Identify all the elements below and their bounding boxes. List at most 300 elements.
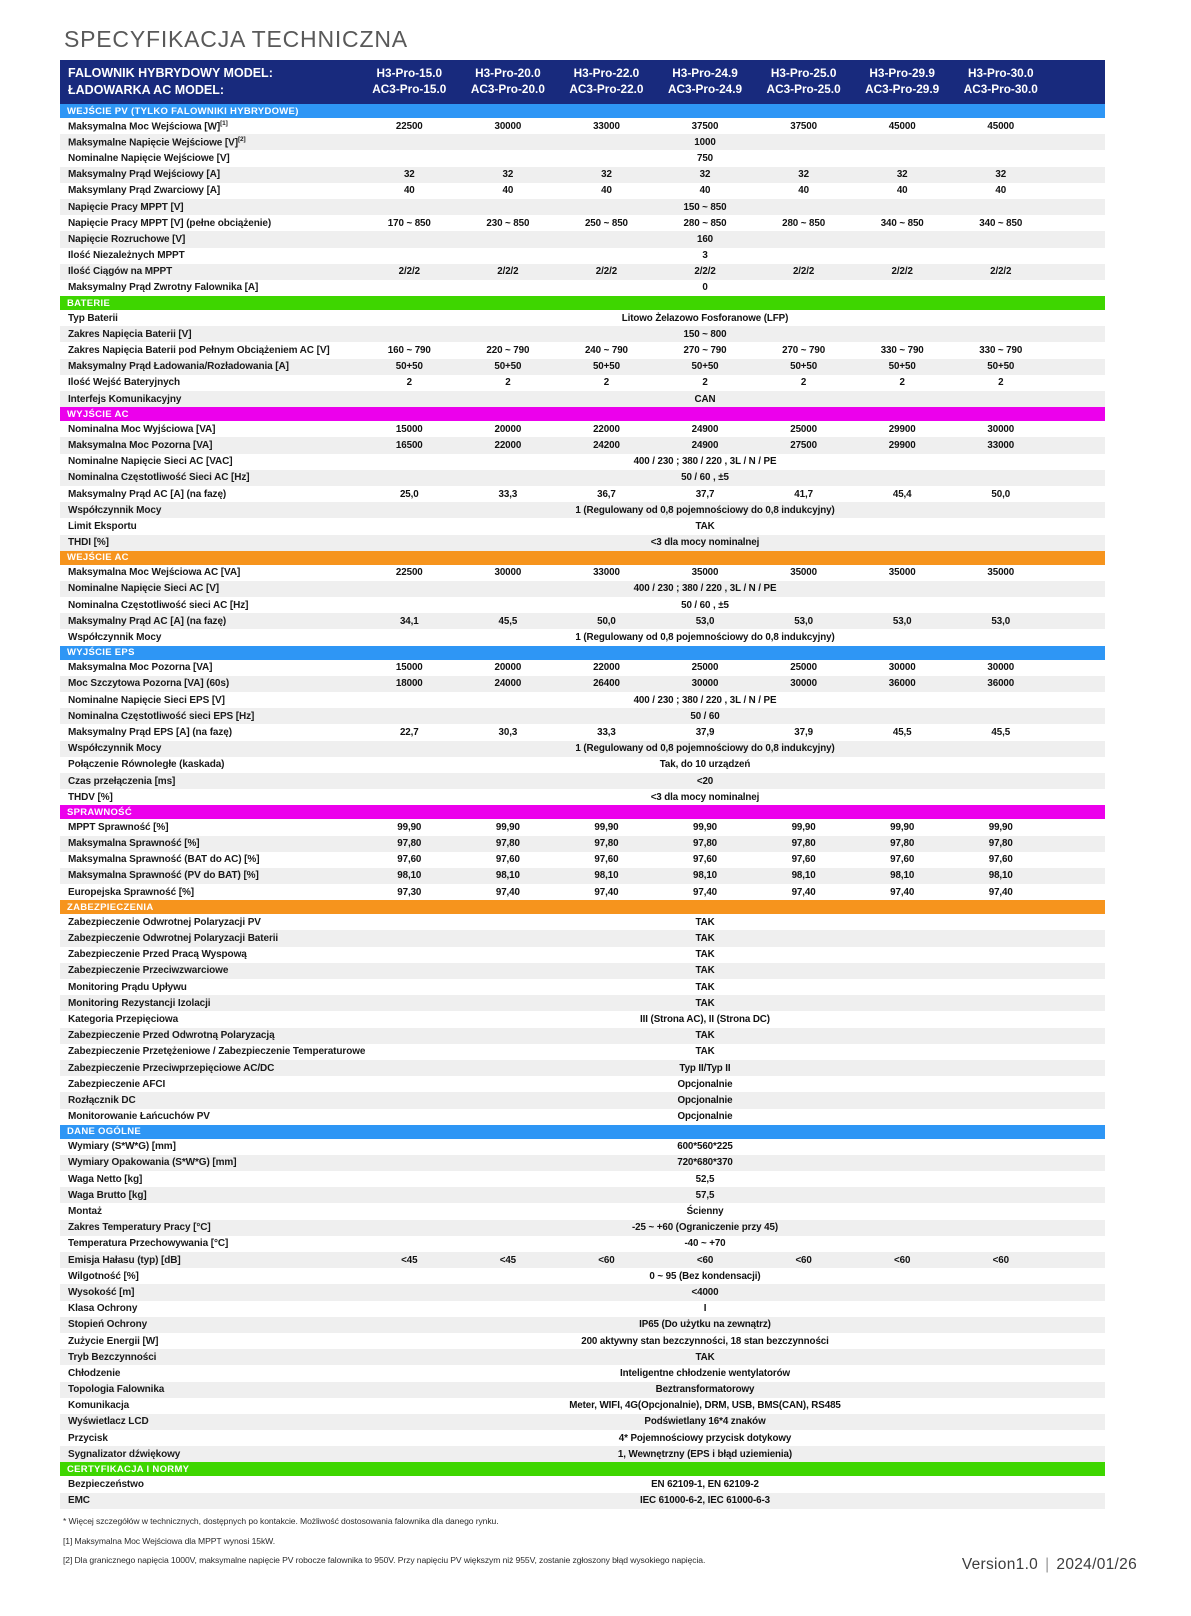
table-row bbox=[60, 1446, 1105, 1462]
row-label: Nominalne Napięcie Sieci AC [VAC] bbox=[68, 456, 233, 468]
model-column bbox=[459, 66, 558, 97]
row-label: Kategoria Przepięciowa bbox=[68, 1013, 179, 1025]
cell-value: 99,90 bbox=[791, 821, 816, 833]
section-rows bbox=[60, 565, 1105, 646]
row-label: Napięcie Rozruchowe [V] bbox=[68, 233, 186, 245]
ac-charger-model-label: ŁADOWARKA AC MODEL: bbox=[68, 82, 224, 97]
row-cells bbox=[360, 1449, 1105, 1460]
model-h3: H3-Pro-30.0 bbox=[967, 65, 1034, 80]
row-label: Europejska Sprawność [%] bbox=[68, 886, 194, 898]
row-label: Zabezpieczenie Przetężeniowe / Zabezpieczenie Temperaturowe bbox=[68, 1046, 366, 1058]
row-cells bbox=[360, 394, 1105, 405]
table-row bbox=[60, 868, 1105, 884]
row-label: Emisja Hałasu (typ) [dB] bbox=[68, 1254, 181, 1266]
cell-value: 99,90 bbox=[988, 821, 1013, 833]
section-header: ZABEZPIECZENIA bbox=[60, 900, 1105, 914]
cell-value-merged: IP65 (Do użytku na zewnątrz) bbox=[639, 1319, 771, 1331]
cell-value-merged: 3 bbox=[702, 250, 708, 262]
row-label: Monitoring Rezystancji Izolacji bbox=[68, 997, 211, 1009]
cell-value-merged: Typ II/Typ II bbox=[679, 1062, 731, 1074]
row-cells bbox=[360, 1222, 1105, 1233]
cell-value-merged: 1 (Regulowany od 0,8 pojemnościowy do 0,8 indukcyjny) bbox=[575, 743, 835, 755]
cell-value-merged: 600*560*225 bbox=[677, 1141, 733, 1153]
cell-value: 45,5 bbox=[498, 615, 518, 627]
cell-value-merged: Litowo Żelazowo Fosforanowe (LFP) bbox=[621, 312, 789, 324]
cell-value: 24000 bbox=[494, 678, 522, 690]
cell-value: 25000 bbox=[790, 423, 817, 435]
section-rows bbox=[60, 660, 1105, 806]
table-row bbox=[60, 741, 1105, 757]
row-cells bbox=[360, 521, 1105, 532]
cell-value: 50+50 bbox=[888, 361, 916, 373]
row-cells bbox=[360, 1271, 1105, 1282]
model-ac3: AC3-Pro-25.0 bbox=[766, 81, 841, 96]
row-label: Wysokość [m] bbox=[68, 1286, 135, 1298]
cell-value: 30000 bbox=[888, 662, 916, 674]
cell-value: 37500 bbox=[790, 120, 817, 132]
cell-value: 36,7 bbox=[597, 488, 616, 500]
row-label: Nominalna Częstotliwość sieci AC [Hz] bbox=[68, 599, 249, 611]
model-ac3: AC3-Pro-29.9 bbox=[865, 81, 940, 96]
row-cells bbox=[360, 1095, 1105, 1106]
cell-value-merged: 0 bbox=[702, 282, 708, 294]
row-cells bbox=[360, 854, 1105, 865]
table-row bbox=[60, 1493, 1105, 1509]
cell-value-merged: 1 (Regulowany od 0,8 pojemnościowy do 0,8 indukcyjny) bbox=[575, 632, 835, 644]
row-cells bbox=[360, 1479, 1105, 1490]
row-cells bbox=[360, 1079, 1105, 1090]
cell-value: 33000 bbox=[593, 120, 620, 132]
row-label: Współczynnik Mocy bbox=[68, 743, 162, 755]
table-row bbox=[60, 836, 1105, 852]
cell-value: 40 bbox=[798, 185, 809, 197]
cell-value: 98,10 bbox=[791, 870, 816, 882]
row-label: Czas przełączenia [ms] bbox=[68, 775, 176, 787]
cell-value: 2 bbox=[800, 377, 807, 389]
table-row bbox=[60, 1268, 1105, 1284]
cell-value: 37,9 bbox=[695, 726, 715, 738]
table-row bbox=[60, 342, 1105, 358]
row-cells bbox=[360, 345, 1105, 356]
cell-value: 45000 bbox=[987, 120, 1015, 132]
cell-value: 2 bbox=[899, 377, 905, 389]
row-label: Maksymalna Moc Wejściowa AC [VA] bbox=[68, 567, 241, 579]
table-row bbox=[60, 1301, 1105, 1317]
cell-value: 40 bbox=[995, 185, 1007, 197]
cell-value: 50+50 bbox=[790, 361, 818, 373]
model-header-label bbox=[60, 65, 360, 98]
row-label: Współczynnik Mocy bbox=[68, 504, 162, 516]
cell-value: 98,10 bbox=[890, 870, 915, 882]
table-row bbox=[60, 248, 1105, 264]
row-cells bbox=[360, 505, 1105, 516]
cell-value: 97,40 bbox=[594, 886, 619, 898]
cell-value: 15000 bbox=[395, 662, 423, 674]
cell-value: 30000 bbox=[494, 120, 522, 132]
cell-value: 36000 bbox=[987, 678, 1015, 690]
cell-value-merged: I bbox=[703, 1303, 707, 1315]
row-cells bbox=[360, 933, 1105, 944]
row-label: Maksymalny Prąd Wejściowy [A] bbox=[68, 169, 220, 181]
cell-value: 45000 bbox=[888, 120, 916, 132]
row-cells bbox=[360, 1255, 1105, 1266]
cell-value: 2/2/2 bbox=[595, 266, 618, 278]
cell-value: 97,80 bbox=[693, 838, 718, 850]
row-cells bbox=[360, 361, 1105, 372]
footnote-line: * Więcej szczegółów w technicznych, dostępnych po kontakcie. Możliwość dostosowania falownika dla danego rynku. bbox=[63, 1516, 499, 1526]
cell-value-merged: 400 / 230 ; 380 / 220 , 3L / N / PE bbox=[633, 456, 777, 468]
cell-value: 24200 bbox=[593, 439, 620, 451]
cell-value: 22000 bbox=[593, 423, 620, 435]
model-column bbox=[360, 66, 459, 97]
row-label: Maksymlany Prąd Zwarciowy [A] bbox=[68, 185, 221, 197]
cell-value: 50,0 bbox=[991, 488, 1011, 500]
table-row bbox=[60, 757, 1105, 773]
row-label: Monitoring Prądu Upływu bbox=[68, 981, 187, 993]
table-row bbox=[60, 454, 1105, 470]
cell-value: 36000 bbox=[888, 678, 916, 690]
row-cells bbox=[360, 185, 1105, 196]
spec-table bbox=[60, 60, 1105, 1509]
section-rows bbox=[60, 914, 1105, 1124]
cell-value-merged: 750 bbox=[696, 152, 714, 164]
row-cells bbox=[360, 329, 1105, 340]
model-column bbox=[853, 66, 952, 97]
row-cells bbox=[360, 998, 1105, 1009]
cell-value-merged: TAK bbox=[695, 965, 715, 977]
cell-value-merged: Opcjonalnie bbox=[677, 1078, 733, 1090]
row-label: Montaż bbox=[68, 1206, 102, 1218]
row-label: Moc Szczytowa Pozorna [VA] (60s) bbox=[68, 678, 230, 690]
cell-value: 97,40 bbox=[890, 886, 915, 898]
row-cells bbox=[360, 489, 1105, 500]
cell-value: 98,10 bbox=[397, 870, 422, 882]
row-cells bbox=[360, 1174, 1105, 1185]
cell-value: 97,40 bbox=[495, 886, 520, 898]
cell-value-merged: 0 ~ 95 (Bez kondensacji) bbox=[649, 1270, 761, 1282]
cell-value: 2 bbox=[998, 377, 1004, 389]
row-cells bbox=[360, 456, 1105, 467]
row-cells bbox=[360, 1157, 1105, 1168]
cell-value-merged: <20 bbox=[696, 775, 714, 787]
table-row bbox=[60, 535, 1105, 551]
table-row bbox=[60, 963, 1105, 979]
table-row bbox=[60, 518, 1105, 534]
model-h3: H3-Pro-25.0 bbox=[770, 65, 837, 80]
row-cells bbox=[360, 1352, 1105, 1363]
row-label: Typ Baterii bbox=[68, 312, 118, 324]
table-row bbox=[60, 199, 1105, 215]
cell-value: 330 ~ 790 bbox=[979, 345, 1023, 357]
table-row bbox=[60, 1092, 1105, 1108]
row-label: Nominalna Moc Wyjściowa [VA] bbox=[68, 423, 216, 435]
cell-value: 33000 bbox=[987, 439, 1015, 451]
cell-value: 29900 bbox=[888, 423, 916, 435]
row-cells bbox=[360, 567, 1105, 578]
cell-value: <45 bbox=[401, 1254, 418, 1266]
cell-value: 20000 bbox=[494, 662, 522, 674]
table-row bbox=[60, 613, 1105, 629]
cell-value-merged: 720*680*370 bbox=[677, 1157, 733, 1169]
cell-value: 32 bbox=[896, 169, 908, 181]
cell-value: 32 bbox=[995, 169, 1007, 181]
row-cells bbox=[360, 917, 1105, 928]
cell-value: 25000 bbox=[691, 662, 719, 674]
row-cells bbox=[360, 965, 1105, 976]
cell-value-merged: -40 ~ +70 bbox=[684, 1238, 726, 1250]
section-rows bbox=[60, 118, 1105, 296]
row-label: Maksymalny Prąd AC [A] (na fazę) bbox=[68, 615, 227, 627]
row-label: Maksymalna Moc Pozorna [VA] bbox=[68, 662, 213, 674]
cell-value: 280 ~ 850 bbox=[683, 217, 727, 229]
row-label: Monitorowanie Łańcuchów PV bbox=[68, 1111, 210, 1123]
row-label: Komunikacja bbox=[68, 1400, 130, 1412]
cell-value: 50,0 bbox=[597, 615, 616, 627]
cell-value-merged: 50 / 60 bbox=[690, 710, 720, 722]
table-row bbox=[60, 421, 1105, 437]
row-cells bbox=[360, 282, 1105, 293]
row-label: Limit Eksportu bbox=[68, 520, 137, 532]
cell-value-merged: Beztransformatorowy bbox=[655, 1384, 755, 1396]
cell-value-merged: TAK bbox=[695, 933, 715, 945]
table-row bbox=[60, 884, 1105, 900]
cell-value: 30,3 bbox=[498, 726, 518, 738]
row-label: THDI [%] bbox=[68, 537, 109, 549]
row-cells bbox=[360, 1495, 1105, 1506]
row-label: Nominalna Częstotliwość sieci EPS [Hz] bbox=[68, 710, 255, 722]
table-row bbox=[60, 947, 1105, 963]
row-label: Zakres Napięcia Baterii [V] bbox=[68, 328, 192, 340]
cell-value: 98,10 bbox=[693, 870, 718, 882]
cell-value: 37,7 bbox=[695, 488, 715, 500]
row-cells bbox=[360, 759, 1105, 770]
cell-value-merged: 50 / 60 , ±5 bbox=[681, 599, 729, 611]
cell-value: 97,60 bbox=[594, 854, 619, 866]
cell-value-merged: TAK bbox=[695, 916, 715, 928]
table-row bbox=[60, 1187, 1105, 1203]
cell-value-merged: Podświetlany 16*4 znaków bbox=[644, 1416, 766, 1428]
row-label: Napięcie Pracy MPPT [V] bbox=[68, 201, 184, 213]
cell-value: 170 ~ 850 bbox=[387, 217, 431, 229]
section-header: WEJŚCIE AC bbox=[60, 551, 1105, 565]
row-cells bbox=[360, 169, 1105, 180]
cell-value-merged: TAK bbox=[695, 1351, 715, 1363]
row-cells bbox=[360, 424, 1105, 435]
footnote-line: [2] Dla granicznego napięcia 1000V, maksymalne napięcie PV robocze falownika to 950V. Przy napięciu PV większym niż 955V, zostanie zgłoszony błąd wysokiego napięcia. bbox=[63, 1555, 706, 1565]
cell-value: 99,90 bbox=[397, 821, 422, 833]
section-header: DANE OGÓLNE bbox=[60, 1125, 1105, 1139]
row-label: Nominalna Częstotliwość Sieci AC [Hz] bbox=[68, 472, 250, 484]
cell-value-merged: CAN bbox=[694, 393, 716, 405]
model-ac3: AC3-Pro-20.0 bbox=[470, 81, 545, 96]
cell-value: 97,30 bbox=[397, 886, 422, 898]
row-cells bbox=[360, 153, 1105, 164]
table-row bbox=[60, 995, 1105, 1011]
row-label: Maksymalna Sprawność (PV do BAT) [%] bbox=[68, 870, 259, 882]
row-cells bbox=[360, 1336, 1105, 1347]
cell-value-merged: <3 dla mocy nominalnej bbox=[650, 791, 760, 803]
cell-value-merged: 1000 bbox=[694, 136, 716, 148]
cell-value: 35000 bbox=[987, 567, 1015, 579]
table-row bbox=[60, 1220, 1105, 1236]
row-cells bbox=[360, 711, 1105, 722]
model-column bbox=[656, 66, 755, 97]
row-label: Nominalne Napięcie Wejściowe [V] bbox=[68, 152, 230, 164]
row-label: Zabezpieczenie Przeciwzwarciowe bbox=[68, 965, 229, 977]
footnote-marker: [2] bbox=[237, 136, 246, 144]
row-cells bbox=[360, 1319, 1105, 1330]
cell-value: 50+50 bbox=[395, 361, 423, 373]
cell-value: 32 bbox=[403, 169, 415, 181]
row-cells bbox=[360, 377, 1105, 388]
table-row bbox=[60, 167, 1105, 183]
cell-value: 2/2/2 bbox=[792, 266, 815, 278]
model-column bbox=[951, 66, 1050, 97]
cell-value: 2 bbox=[603, 377, 610, 389]
table-row bbox=[60, 1011, 1105, 1027]
row-label: Maksymalna Moc Wejściowa [W][1] bbox=[68, 119, 228, 133]
section-header: WEJŚCIE PV (TYLKO FALOWNIKI HYBRYDOWE) bbox=[60, 104, 1105, 118]
row-cells bbox=[360, 1206, 1105, 1217]
cell-value: 22000 bbox=[494, 439, 522, 451]
table-row bbox=[60, 676, 1105, 692]
model-ac3: AC3-Pro-15.0 bbox=[372, 81, 447, 96]
cell-value: 98,10 bbox=[594, 870, 619, 882]
cell-value: 97,60 bbox=[988, 854, 1013, 866]
row-cells bbox=[360, 218, 1105, 229]
cell-value-merged: Opcjonalnie bbox=[677, 1094, 733, 1106]
cell-value-merged: EN 62109-1, EN 62109-2 bbox=[651, 1479, 759, 1491]
cell-value: 50+50 bbox=[987, 361, 1015, 373]
row-cells bbox=[360, 1030, 1105, 1041]
cell-value: 20000 bbox=[494, 423, 522, 435]
cell-value-merged: TAK bbox=[695, 520, 715, 532]
version-separator: | bbox=[1045, 1556, 1050, 1573]
row-label: Zabezpieczenie Przeciwprzepięciowe AC/DC bbox=[68, 1062, 275, 1074]
row-label: Zabezpieczenie Przed Pracą Wyspową bbox=[68, 949, 247, 961]
section-header: CERTYFIKACJA I NORMY bbox=[60, 1462, 1105, 1476]
row-label: Maksymalny Prąd EPS [A] (na fazę) bbox=[68, 726, 232, 738]
cell-value: 99,90 bbox=[495, 821, 520, 833]
cell-value: 97,60 bbox=[397, 854, 422, 866]
table-row bbox=[60, 852, 1105, 868]
table-row bbox=[60, 437, 1105, 453]
row-cells bbox=[360, 1303, 1105, 1314]
model-h3: H3-Pro-15.0 bbox=[376, 65, 443, 80]
row-cells bbox=[360, 1046, 1105, 1057]
cell-value: <60 bbox=[795, 1254, 812, 1266]
row-cells bbox=[360, 440, 1105, 451]
cell-value: 30000 bbox=[691, 678, 719, 690]
section-rows bbox=[60, 421, 1105, 551]
row-cells bbox=[360, 600, 1105, 611]
table-row bbox=[60, 1252, 1105, 1268]
table-row bbox=[60, 183, 1105, 199]
cell-value: 32 bbox=[502, 169, 514, 181]
table-row bbox=[60, 1155, 1105, 1171]
cell-value: 97,80 bbox=[791, 838, 816, 850]
table-row bbox=[60, 150, 1105, 166]
row-label: Zakres Temperatury Pracy [°C] bbox=[68, 1222, 211, 1234]
cell-value: 270 ~ 790 bbox=[683, 345, 727, 357]
cell-value: <60 bbox=[696, 1254, 714, 1266]
row-label: Waga Netto [kg] bbox=[68, 1173, 143, 1185]
cell-value: 33,3 bbox=[498, 488, 518, 500]
table-header bbox=[60, 60, 1105, 104]
cell-value: 97,80 bbox=[988, 838, 1013, 850]
row-cells bbox=[360, 1014, 1105, 1025]
cell-value: <60 bbox=[894, 1254, 911, 1266]
section-rows bbox=[60, 819, 1105, 900]
table-row bbox=[60, 1203, 1105, 1219]
section-rows bbox=[60, 1139, 1105, 1463]
row-cells bbox=[360, 1111, 1105, 1122]
cell-value-merged: III (Strona AC), II (Strona DC) bbox=[640, 1013, 770, 1025]
cell-value-merged: IEC 61000-6-2, IEC 61000-6-3 bbox=[639, 1495, 771, 1507]
row-cells bbox=[360, 632, 1105, 643]
cell-value: 97,40 bbox=[791, 886, 816, 898]
row-cells bbox=[360, 1433, 1105, 1444]
cell-value: 35000 bbox=[888, 567, 916, 579]
version-label: Version1.0 bbox=[961, 1556, 1039, 1573]
table-row bbox=[60, 1398, 1105, 1414]
table-row bbox=[60, 502, 1105, 518]
cell-value: 45,5 bbox=[991, 726, 1011, 738]
row-label: Maksymalna Moc Pozorna [VA] bbox=[68, 439, 213, 451]
row-label: Zabezpieczenie Odwrotnej Polaryzacji PV bbox=[68, 916, 261, 928]
cell-value: 33000 bbox=[593, 567, 620, 579]
cell-value: 40 bbox=[896, 185, 908, 197]
row-cells bbox=[360, 583, 1105, 594]
row-cells bbox=[360, 887, 1105, 898]
table-row bbox=[60, 118, 1105, 134]
hybrid-inverter-model-label: FALOWNIK HYBRYDOWY MODEL: bbox=[68, 66, 273, 80]
table-row bbox=[60, 1317, 1105, 1333]
table-row bbox=[60, 1414, 1105, 1430]
cell-value-merged: TAK bbox=[695, 1046, 715, 1058]
cell-value: 34,1 bbox=[399, 615, 419, 627]
row-label: Przycisk bbox=[68, 1432, 108, 1444]
table-row bbox=[60, 134, 1105, 150]
row-cells bbox=[360, 250, 1105, 261]
row-cells bbox=[360, 137, 1105, 148]
table-row bbox=[60, 692, 1105, 708]
table-row bbox=[60, 1028, 1105, 1044]
row-cells bbox=[360, 1238, 1105, 1249]
row-cells bbox=[360, 1416, 1105, 1427]
cell-value: 30000 bbox=[790, 678, 817, 690]
cell-value-merged: Ścienny bbox=[686, 1206, 724, 1218]
cell-value: 32 bbox=[601, 169, 612, 181]
cell-value: 99,90 bbox=[594, 821, 619, 833]
table-row bbox=[60, 819, 1105, 835]
cell-value: 27500 bbox=[790, 439, 817, 451]
table-row bbox=[60, 1171, 1105, 1187]
row-label: Maksymalna Sprawność [%] bbox=[68, 838, 200, 850]
row-label: Maksymalny Prąd Zwrotny Falownika [A] bbox=[68, 282, 259, 294]
table-row bbox=[60, 1382, 1105, 1398]
row-label: Połączenie Równoległe (kaskada) bbox=[68, 759, 225, 771]
cell-value: 97,80 bbox=[397, 838, 422, 850]
section-header: WYJŚCIE AC bbox=[60, 407, 1105, 421]
cell-value-merged: -25 ~ +60 (Ograniczenie przy 45) bbox=[632, 1222, 778, 1234]
cell-value: 99,90 bbox=[890, 821, 915, 833]
row-label: Zabezpieczenie AFCI bbox=[68, 1078, 166, 1090]
cell-value-merged: Tak, do 10 urządzeń bbox=[659, 759, 751, 771]
model-ac3: AC3-Pro-24.9 bbox=[667, 81, 743, 96]
row-label: THDV [%] bbox=[68, 791, 113, 803]
cell-value: 40 bbox=[502, 185, 514, 197]
